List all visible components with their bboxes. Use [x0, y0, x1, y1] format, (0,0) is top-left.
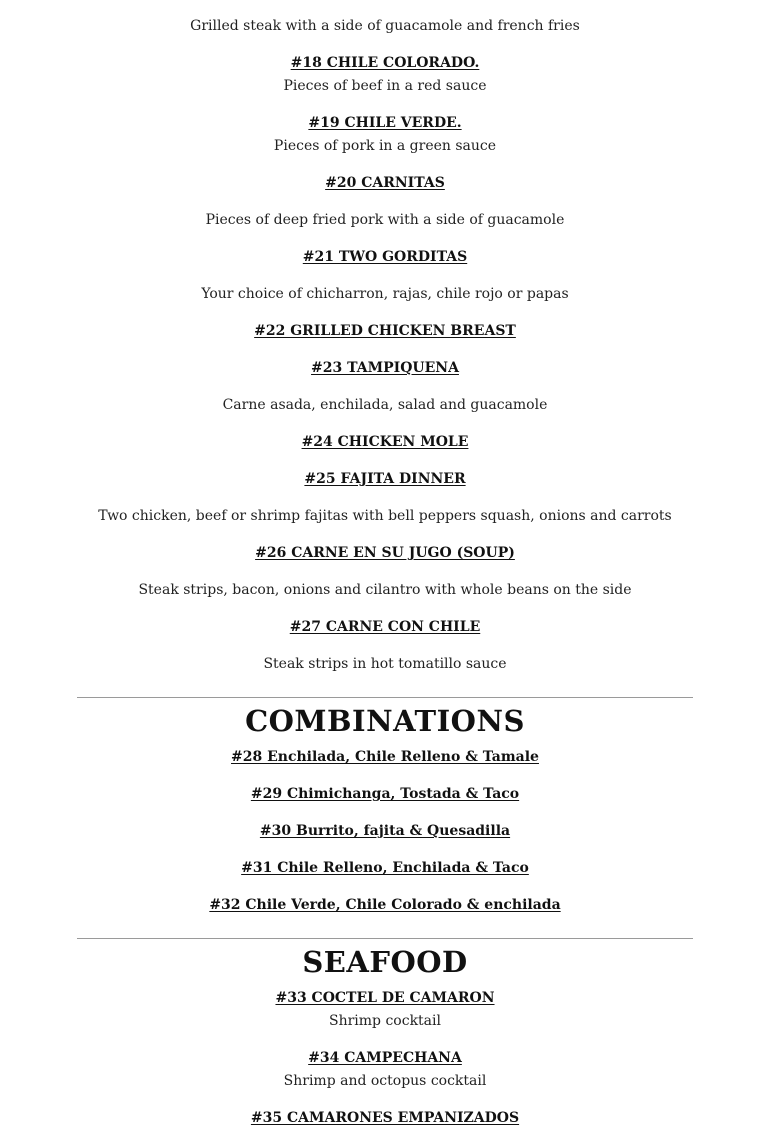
- menu-item-title: #35 CAMARONES EMPANIZADOS: [250, 1110, 520, 1126]
- menu-item-title: #22 GRILLED CHICKEN BREAST: [254, 323, 516, 339]
- menu-item-description: Steak strips in hot tomatillo sauce: [263, 656, 507, 672]
- menu-item-description: Steak strips, bacon, onions and cilantro with whole beans on the side: [138, 582, 632, 598]
- menu-item-description: Two chicken, beef or shrimp fajitas with bell peppers squash, onions and carrots: [98, 508, 672, 524]
- menu-item-title: #25 FAJITA DINNER: [304, 471, 466, 487]
- menu-item-title: #18 CHILE COLORADO.: [290, 55, 480, 71]
- combination-item: #31 Chile Relleno, Enchilada & Taco: [241, 860, 529, 876]
- menu-item-title: #21 TWO GORDITAS: [302, 249, 468, 265]
- combination-item: #32 Chile Verde, Chile Colorado & enchilada: [209, 897, 561, 913]
- section-divider: [77, 697, 693, 698]
- menu-item-description: Pieces of pork in a green sauce: [273, 138, 497, 154]
- menu-item-title: #26 CARNE EN SU JUGO (SOUP): [255, 545, 515, 561]
- combination-item: #28 Enchilada, Chile Relleno & Tamale: [231, 749, 539, 765]
- menu-item-description: Carne asada, enchilada, salad and guacamole: [222, 397, 548, 413]
- menu-item-title: #24 CHICKEN MOLE: [301, 434, 469, 450]
- combination-item: #30 Burrito, fajita & Quesadilla: [259, 823, 511, 839]
- section-divider: [77, 938, 693, 939]
- menu-item-title: #20 CARNITAS: [325, 175, 445, 191]
- menu-item-description: Pieces of deep fried pork with a side of guacamole: [205, 212, 565, 228]
- menu-item-description: Shrimp and octopus cocktail: [283, 1073, 487, 1089]
- menu-item-description: Grilled steak with a side of guacamole and french fries: [190, 18, 580, 34]
- menu-item-title: #27 CARNE CON CHILE: [289, 619, 481, 635]
- menu-item-title: #19 CHILE VERDE.: [308, 115, 462, 131]
- section-heading-seafood: SEAFOOD: [302, 945, 468, 979]
- menu-item-title: #23 TAMPIQUENA: [311, 360, 459, 376]
- menu-item-description: Shrimp cocktail: [329, 1013, 441, 1029]
- menu-item-description: Your choice of chicharron, rajas, chile rojo or papas: [201, 286, 569, 302]
- menu-item-title: #34 CAMPECHANA: [308, 1050, 462, 1066]
- menu-item-title: #33 COCTEL DE CAMARON: [275, 990, 495, 1006]
- combination-item: #29 Chimichanga, Tostada & Taco: [250, 786, 520, 802]
- section-heading-combinations: COMBINATIONS: [245, 704, 525, 738]
- menu-item-description: Pieces of beef in a red sauce: [283, 78, 487, 94]
